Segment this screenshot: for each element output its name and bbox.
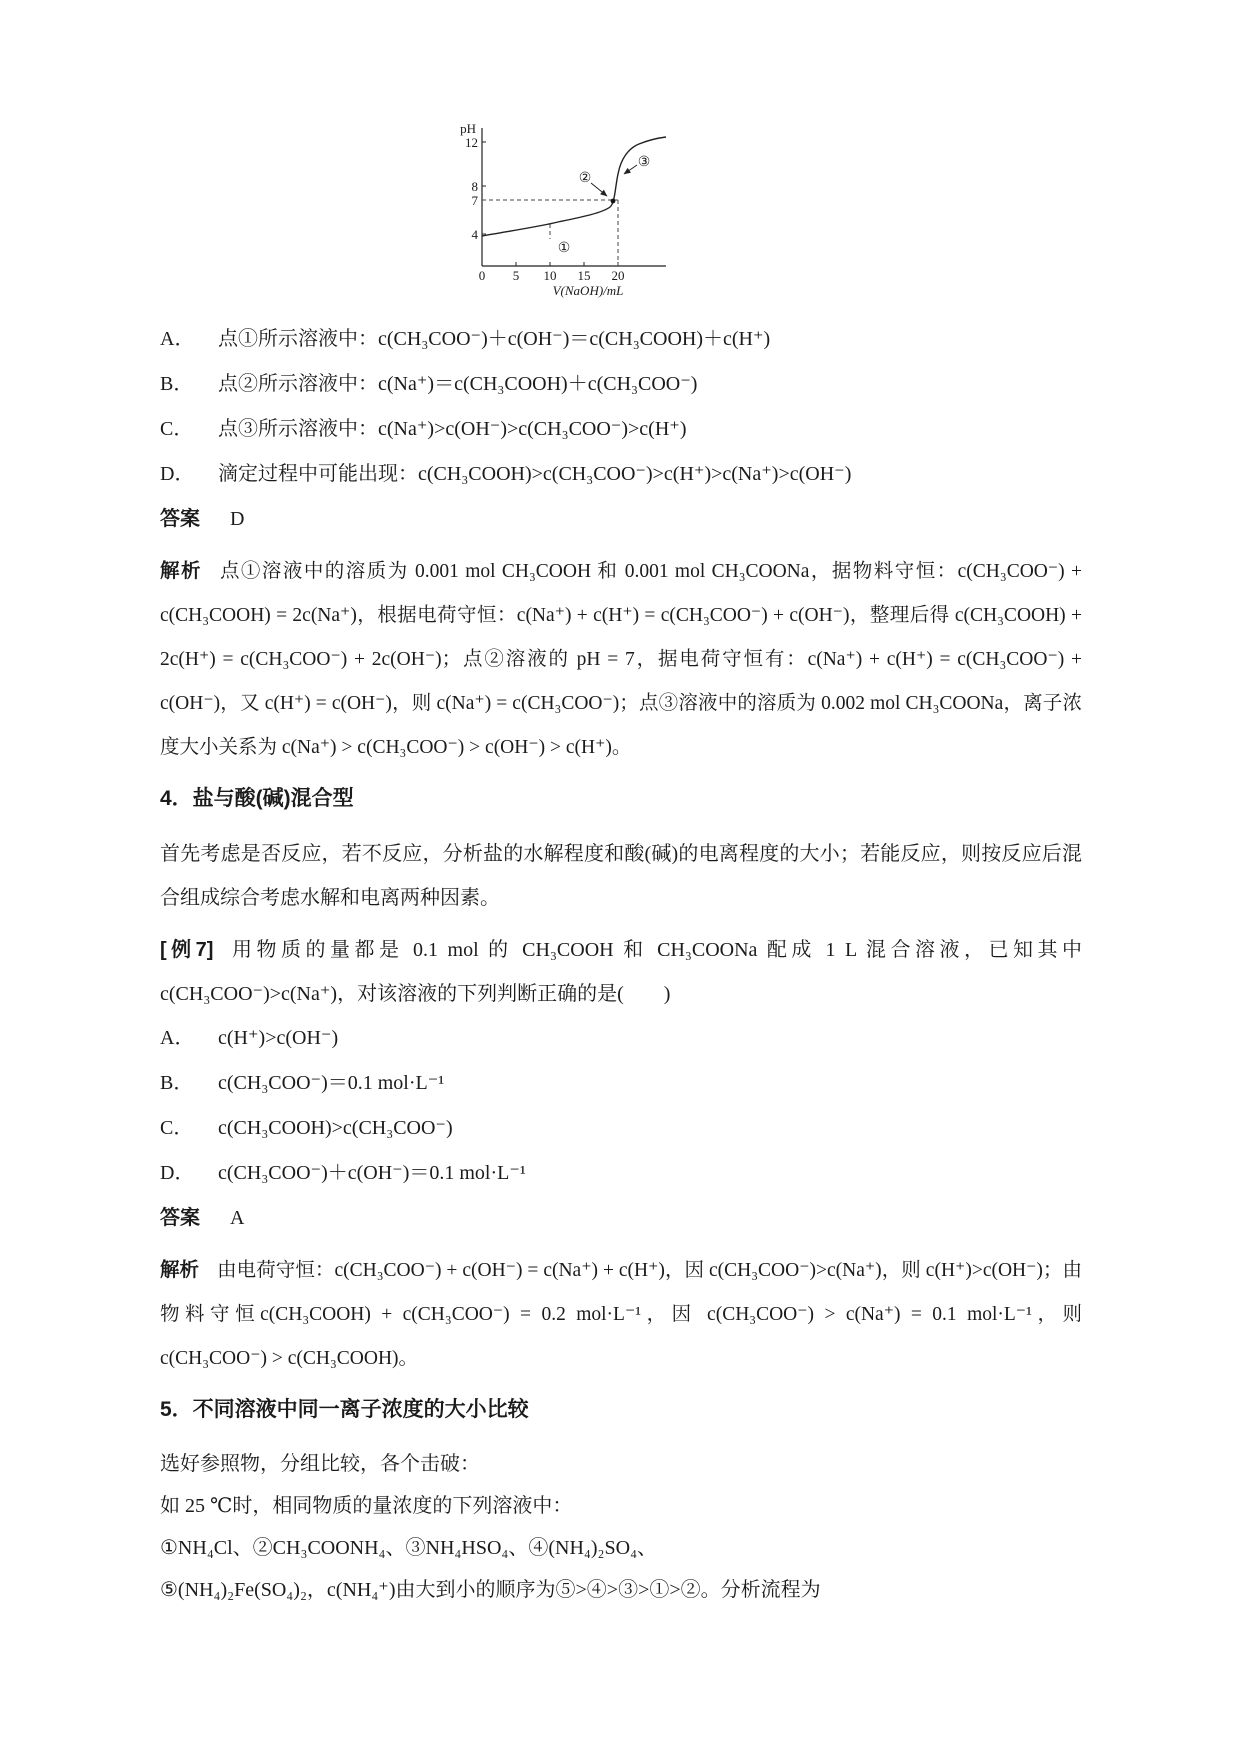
option-d [160, 460, 1082, 488]
option-c-text: c(CH₃COOH)>c(CH₃COO⁻) [218, 1117, 453, 1139]
section5-line3: ①NH₄Cl、②CH₃COONH₄、③NH₄HSO₄、④(NH₄)₂SO₄、 [160, 1537, 658, 1559]
y-tick-4: 4 [471, 227, 478, 242]
option-b-letter: B． [160, 373, 194, 395]
option-c [160, 415, 1082, 443]
option-c-letter: C． [160, 1117, 194, 1139]
point-2-dot [611, 199, 616, 204]
option-a-letter: A． [160, 1027, 195, 1049]
question6-options [160, 325, 1082, 488]
option-a-text: 点①所示溶液中：c(CH₃COO⁻)＋c(OH⁻)＝c(CH₃COOH)＋c(H⁺) [218, 328, 771, 350]
x-tick-10: 10 [543, 268, 557, 283]
y-axis-label: pH [460, 121, 476, 136]
point-3-label: ③ [637, 155, 651, 170]
x-tick-5: 5 [512, 268, 520, 283]
point-1-label: ① [557, 241, 571, 256]
option-b [160, 1069, 1082, 1097]
y-tick-7: 7 [471, 193, 478, 208]
answer-label: 答案 [160, 508, 200, 530]
answer-value: A [230, 1207, 245, 1229]
option-b-text: c(CH₃COO⁻)＝0.1 mol·L⁻¹ [218, 1072, 445, 1094]
option-a [160, 325, 1082, 353]
answer-value: D [230, 508, 245, 530]
analysis-text: 点①溶液中的溶质为 0.001 mol CH₃COOH 和 0.001 mol CH₃COONa，据物料守恒：c(CH₃COO⁻) + c(CH₃COOH) = 2c(Na⁺)，根据电荷守恒：c(Na⁺) + c(H⁺) = c(CH₃COO⁻) + c(OH⁻)，整理后得 c(CH₃COOH) + 2c(H⁺) = c(CH₃COO⁻) + 2c(OH⁻)；点②溶液的 pH = 7，据电荷守恒有：c(Na⁺) + c(H⁺) = c(CH₃COO⁻) + c(OH⁻)，又 c(H⁺) = c(OH⁻)，则 c(Na⁺) = c(CH₃COO⁻)；点③溶液中的溶质为 0.002 mol CH₃COONa，离子浓度大小关系为 c(Na⁺) > c(CH₃COO⁻) > c(OH⁻) > c(H⁺)。 [160, 561, 1082, 758]
option-c [160, 1114, 1082, 1142]
option-a [160, 1024, 1082, 1052]
option-d-text: c(CH₃COO⁻)＋c(OH⁻)＝0.1 mol·L⁻¹ [218, 1162, 526, 1184]
option-d [160, 1159, 1082, 1187]
example7-text: 用物质的量都是 0.1 mol 的 CH₃COOH 和 CH₃COONa 配成 1 L 混合溶液，已知其中c(CH₃COO⁻)>c(Na⁺)，对该溶液的下列判断正确的是( ) [160, 939, 1082, 1005]
option-b-letter: B． [160, 1072, 194, 1094]
analysis-label: 解析 [160, 1259, 200, 1281]
y-tick-8: 8 [471, 179, 478, 194]
x-axis-label: V(NaOH)/mL [552, 283, 624, 298]
x-tick-15: 15 [577, 268, 591, 283]
example7-answer [160, 1204, 1082, 1232]
answer-label: 答案 [160, 1207, 200, 1229]
section5-line4: ⑤(NH₄)₂Fe(SO₄)₂，c(NH₄⁺)由大到小的顺序为⑤>④>③>①>②。分析流程为 [160, 1579, 821, 1601]
section4-intro: 首先考虑是否反应，若不反应，分析盐的水解程度和酸(碱)的电离程度的大小；若能反应，则按反应后混合组成综合考虑水解和电离两种因素。 [160, 843, 1082, 909]
section5-heading: 5．不同溶液中同一离子浓度的大小比较 [160, 1398, 529, 1421]
page-content [160, 116, 1082, 1611]
example7-options [160, 1024, 1082, 1187]
arrow-to-point-2 [591, 183, 607, 196]
arrow-to-point-3 [624, 165, 637, 174]
question6-analysis [160, 549, 1082, 770]
analysis-text: 由电荷守恒：c(CH₃COO⁻) + c(OH⁻) = c(Na⁺) + c(H⁺)，因 c(CH₃COO⁻)>c(Na⁺)，则 c(H⁺)>c(OH⁻)；由物料守恒c(CH₃COOH) + c(CH₃COO⁻) = 0.2 mol·L⁻¹，因 c(CH₃COO⁻) > c(Na⁺) = 0.1 mol·L⁻¹，则 c(CH₃COO⁻) > c(CH₃COOH)。 [160, 1260, 1082, 1369]
option-c-letter: C． [160, 418, 194, 440]
example7-analysis [160, 1248, 1082, 1381]
option-b [160, 370, 1082, 398]
option-a-letter: A． [160, 328, 195, 350]
option-d-letter: D． [160, 1162, 195, 1184]
y-tick-12: 12 [465, 135, 478, 150]
section4-heading: 4．盐与酸(碱)混合型 [160, 787, 354, 810]
example7-label: [例7] [160, 939, 214, 961]
question6-answer [160, 505, 1082, 533]
option-d-text: 滴定过程中可能出现：c(CH₃COOH)>c(CH₃COO⁻)>c(H⁺)>c(Na⁺)>c(OH⁻) [218, 463, 852, 485]
example7-paragraph [160, 928, 1082, 1016]
titration-chart-svg [438, 116, 680, 300]
section5-line2: 如 25 ℃时，相同物质的量浓度的下列溶液中： [160, 1495, 573, 1517]
x-tick-20: 20 [611, 268, 625, 283]
section5-line1: 选好参照物，分组比较，各个击破： [160, 1453, 480, 1475]
point-2-label: ② [578, 171, 592, 186]
analysis-label: 解析 [160, 560, 202, 582]
titration-chart [438, 116, 680, 305]
option-d-letter: D． [160, 463, 195, 485]
option-c-text: 点③所示溶液中：c(Na⁺)>c(OH⁻)>c(CH₃COO⁻)>c(H⁺) [218, 418, 687, 440]
option-a-text: c(H⁺)>c(OH⁻) [218, 1027, 339, 1049]
option-b-text: 点②所示溶液中：c(Na⁺)＝c(CH₃COOH)＋c(CH₃COO⁻) [218, 373, 698, 395]
titration-curve [482, 137, 666, 236]
x-tick-0: 0 [478, 268, 486, 283]
